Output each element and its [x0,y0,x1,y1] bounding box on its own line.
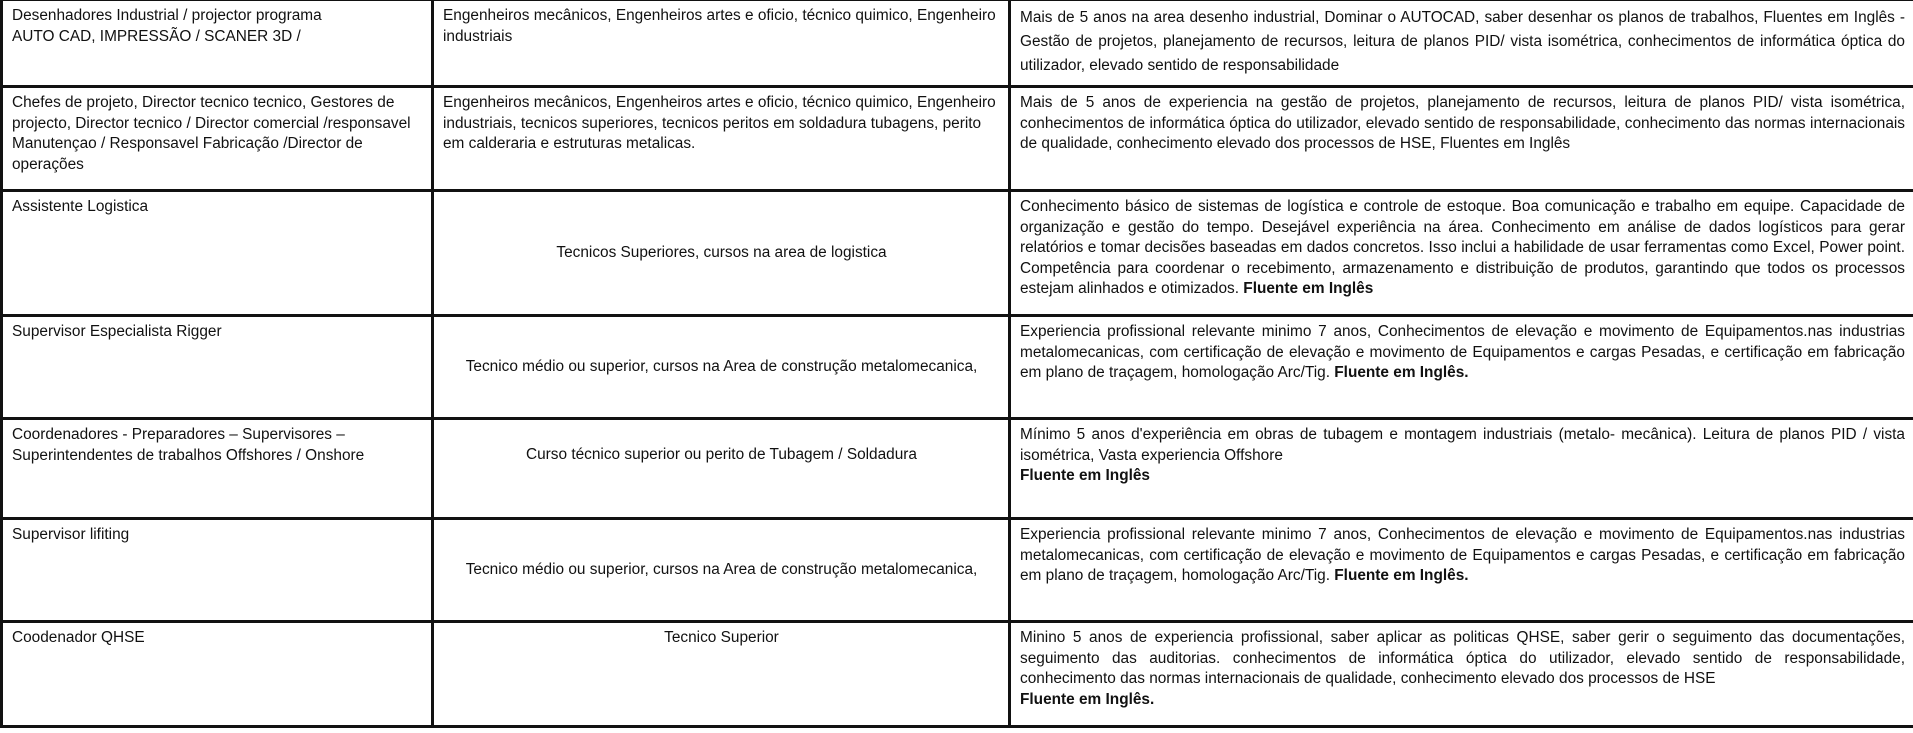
qualification-cell: Engenheiros mecânicos, Engenheiros artes e oficio, técnico quimico, Engenheiro industriais, tecnicos superiores, tecnicos peritos em soldadura tubagens, perito em calderaria e estruturas metalicas. [433,87,1010,191]
requirements-cell [1010,0,1913,87]
requirements-cell [1010,622,1913,727]
table-row [2,419,1913,519]
requirements-text: Mais de 5 anos de experiencia na gestão de projetos, planejamento de recursos, leitura de planos PID/ vista isométrica, conhecimentos de informática óptica do utilizador, elevado sentido de responsabilidade, conhecimento das normas internacionais de qualidade, conhecimento elevado dos processos de HSE, Fluentes em Inglês [1020,94,1905,152]
table-row [2,622,1913,727]
qualification-cell: Tecnicos Superiores, cursos na area de logistica [433,191,1010,316]
qualification-cell: Tecnico médio ou superior, cursos na Area de construção metalomecanica, [433,316,1010,419]
position-cell: Chefes de projeto, Director tecnico tecnico, Gestores de projecto, Director tecnico / Director comercial /responsavel Manutençao / Responsavel Fabricação /Director de operações [2,87,433,191]
requirements-text: Mais de 5 anos na area desenho industrial, Dominar o AUTOCAD, saber desenhar os planos de trabalhos, Fluentes em Inglês - Gestão de projetos, planejamento de recursos, leitura de planos PID/ vista isométrica, conhecimentos de informática óptica do utilizador, elevado sentido de responsabilidade [1020,9,1905,74]
fluent-english-note: Fluente em Inglês [1020,467,1150,484]
requirements-text: Mínimo 5 anos d'experiência em obras de tubagem e montagem industriais (metalo- mecânica). Leitura de planos PID / vista isométrica, Vasta experiencia Offshore [1020,426,1905,464]
position-cell: Supervisor lifiting [2,519,433,622]
position-cell: Assistente Logistica [2,191,433,316]
fluent-english-note: Fluente em Inglês. [1334,567,1469,584]
requirements-text: Experiencia profissional relevante minimo 7 anos, Conhecimentos de elevação e movimento de Equipamentos.nas industrias metalomecanicas, com certificação de elevação e movimento de Equipamentos e cargas Pesadas, e certificação em fabricação em plano de traçagem, homologação Arc/Tig. [1020,526,1905,584]
table-row [2,519,1913,622]
fluent-english-note: Fluente em Inglês. [1020,690,1155,708]
qualification-cell: Curso técnico superior ou perito de Tubagem / Soldadura [433,419,1010,519]
fluent-english-note: Fluente em Inglês [1243,280,1374,297]
qualification-cell: Tecnico médio ou superior, cursos na Area de construção metalomecanica, [433,519,1010,622]
position-cell: Supervisor Especialista Rigger [2,316,433,419]
requirements-text: Conhecimento básico de sistemas de logística e controle de estoque. Boa comunicação e trabalho em equipe. Capacidade de organização e gestão do tempo. Desejável experiência na área. Conhecimento em análise de dados logísticos para gerar relatórios e tomar decisões baseadas em dados concretos. Isso inclui a habilidade de usar ferramentas como Excel, Power point. Competência para coordenar o recebimento, armazenamento e distribuição de produtos, garantindo que todos os processos estejam alinhados e otimizados. [1020,198,1905,297]
table-row [2,87,1913,191]
table-row [2,316,1913,419]
requirements-cell [1010,191,1913,316]
table-row [2,191,1913,316]
position-cell: Coodenador QHSE [2,622,433,727]
requirements-text: Minino 5 anos de experiencia profissional, saber aplicar as politicas QHSE, saber gerir o seguimento das documentações, seguimento das auditorias. conhecimentos de informática óptica do utilizador, elevado sentido de responsabilidade, conhecimento das normas internacionais de qualidade, conhecimento elevado dos processos de HSE [1020,629,1905,687]
position-cell: Coordenadores - Preparadores – Supervisores – Superintendentes de trabalhos Offshores / Onshore [2,419,433,519]
fluent-english-note: Fluente em Inglês. [1334,364,1469,381]
requirements-cell [1010,87,1913,191]
requirements-cell [1010,316,1913,419]
qualification-cell: Tecnico Superior [433,622,1010,727]
requirements-text: Experiencia profissional relevante minimo 7 anos, Conhecimentos de elevação e movimento de Equipamentos.nas industrias metalomecanicas, com certificação de elevação e movimento de Equipamentos e cargas Pesadas, e certificação em fabricação em plano de traçagem, homologação Arc/Tig. [1020,323,1905,381]
qualification-cell: Engenheiros mecânicos, Engenheiros artes e oficio, técnico quimico, Engenheiro industriais [433,0,1010,87]
table-row [2,0,1913,87]
position-cell: Desenhadores Industrial / projector programa AUTO CAD, IMPRESSÃO / SCANER 3D / [2,0,433,87]
requirements-cell [1010,519,1913,622]
requirements-cell [1010,419,1913,519]
